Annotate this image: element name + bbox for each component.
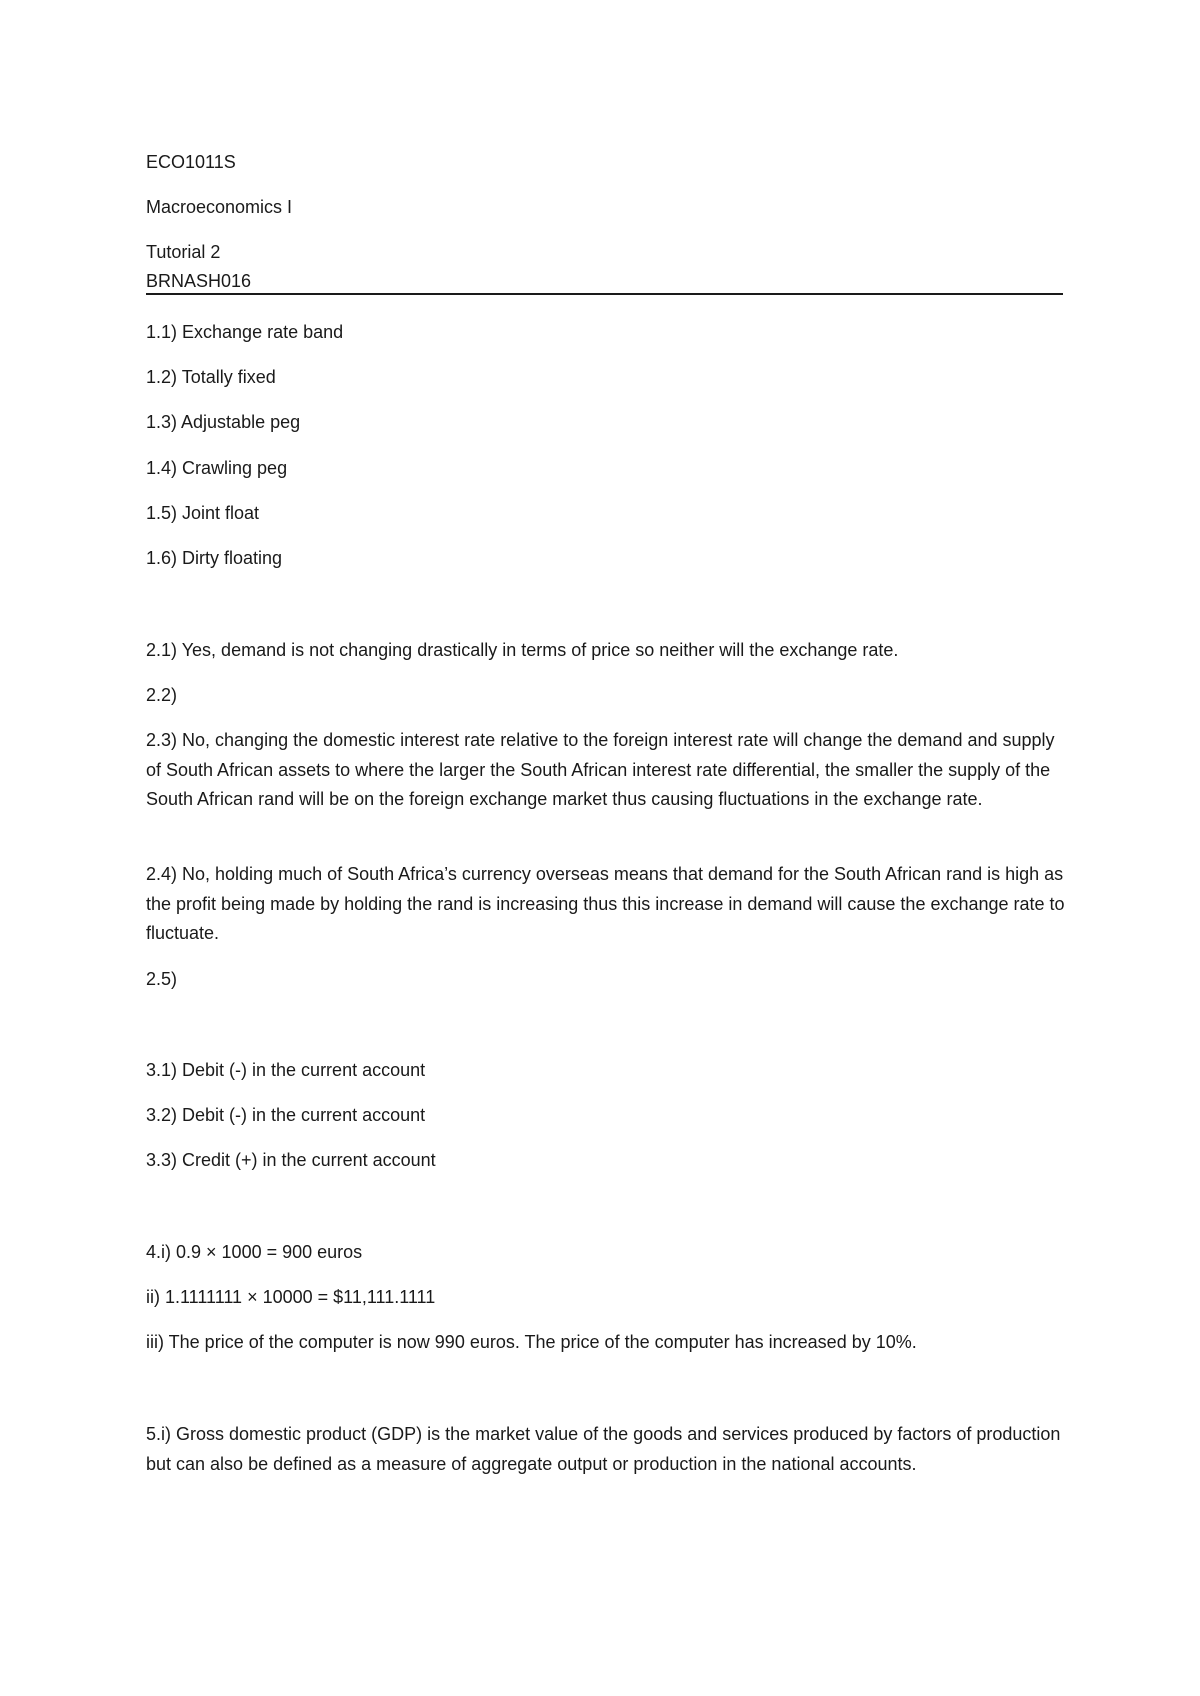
course-name: Macroeconomics I xyxy=(146,197,293,217)
tutorial-title: Tutorial 2 xyxy=(146,242,221,262)
student-id: BRNASH016 xyxy=(146,271,252,291)
answer-3-2: 3.2) Debit (-) in the current account xyxy=(146,1105,426,1125)
answer-4-ii: ii) 1.1111111 × 10000 = $11,111.1111 xyxy=(146,1287,436,1307)
answer-3-1: 3.1) Debit (-) in the current account xyxy=(146,1060,426,1080)
answer-1-1: 1.1) Exchange rate band xyxy=(146,322,344,342)
answer-3-3: 3.3) Credit (+) in the current account xyxy=(146,1150,436,1170)
answer-4-iii: iii) The price of the computer is now 990 euros. The price of the computer has increased by 10%. xyxy=(146,1332,917,1352)
answer-2-1: 2.1) Yes, demand is not changing drastically in terms of price so neither will the exchange rate. xyxy=(146,640,899,660)
course-code: ECO1011S xyxy=(146,152,236,172)
answer-1-5: 1.5) Joint float xyxy=(146,503,260,523)
answer-4-i: 4.i) 0.9 × 1000 = 900 euros xyxy=(146,1242,363,1262)
answer-1-3: 1.3) Adjustable peg xyxy=(146,412,301,432)
answer-1-4: 1.4) Crawling peg xyxy=(146,458,288,478)
answer-5-i: 5.i) Gross domestic product (GDP) is the market value of the goods and services produced by factors of production but can also be defined as a measure of aggregate output or production in the national accounts. xyxy=(146,1424,1061,1474)
answer-1-2: 1.2) Totally fixed xyxy=(146,367,276,387)
answer-2-5: 2.5) xyxy=(146,969,178,989)
answer-2-3: 2.3) No, changing the domestic interest rate relative to the foreign interest rate will change the demand and supply of South African assets to where the larger the South African interest rate differential, the smaller the supply of the South African rand will be on the foreign exchange market thus causing fluctuations in the exchange rate. xyxy=(146,730,1055,809)
header-divider xyxy=(146,293,1063,295)
answer-1-6: 1.6) Dirty floating xyxy=(146,548,283,568)
answer-2-4: 2.4) No, holding much of South Africa’s currency overseas means that demand for the South African rand is high as the profit being made by holding the rand is increasing thus this increase in demand will cause the exchange rate to fluctuate. xyxy=(146,864,1065,943)
answer-2-2: 2.2) xyxy=(146,685,178,705)
